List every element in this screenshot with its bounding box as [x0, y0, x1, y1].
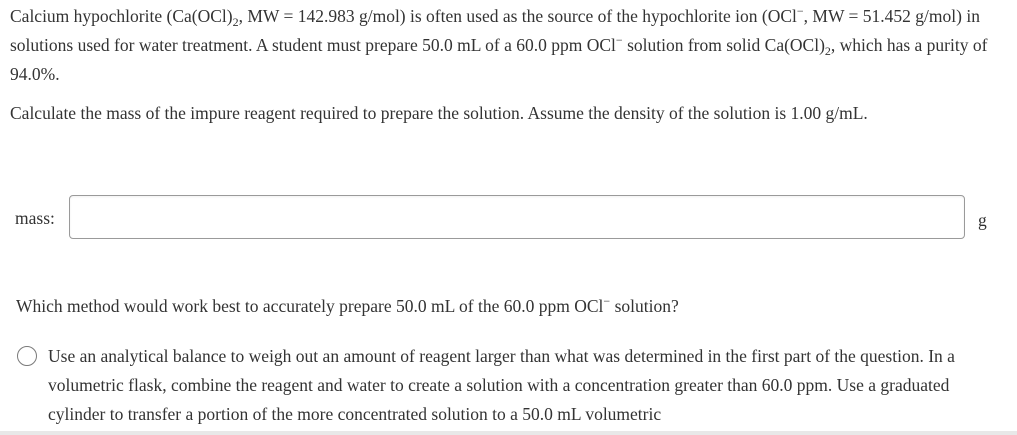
mass-input[interactable]	[69, 195, 965, 239]
bottom-divider	[0, 431, 1017, 435]
intro-text-5: , which has a purity of 94.0%.	[10, 35, 988, 84]
mass-unit: g	[978, 210, 987, 230]
intro-subscript-1: 2	[232, 15, 239, 29]
question-2-pre: Which method would work best to accurately prepare 50.0 mL of the 60.0 ppm OCl	[16, 296, 604, 316]
question-2-text	[16, 292, 679, 321]
intro-text-4: solution from solid Ca(OCl)	[622, 35, 825, 55]
intro-superscript-2: −	[615, 33, 623, 47]
intro-subscript-2: 2	[824, 44, 831, 58]
intro-text-2: , MW = 142.983 g/mol) is often used as the source of the hypochlorite ion (OCl	[238, 6, 797, 26]
question-2-post: solution?	[610, 296, 679, 316]
question-2-superscript: −	[603, 294, 611, 308]
mass-label: mass:	[15, 208, 55, 228]
question-1-text: Calculate the mass of the impure reagent required to prepare the solution. Assume the density of the solution is 1.00 g/mL.	[10, 103, 868, 123]
intro-superscript-1: −	[796, 4, 804, 18]
problem-intro	[10, 2, 1005, 89]
intro-text-3: , MW = 51.452 g/mol) in solutions used for water treatment. A student must prepare 50.0 mL of a 60.0 ppm OCl	[10, 6, 980, 55]
intro-text-1: Calcium hypochlorite (Ca(OCl)	[10, 6, 233, 26]
option-1-radio[interactable]	[17, 346, 37, 366]
option-1-text[interactable]: Use an analytical balance to weigh out an amount of reagent larger than what was determined in the first part of the question. In a volumetric flask, combine the reagent and water to create a solution with a concentration greater than 60.0 ppm. Use a graduated cylinder to transfer a portion of the more concentrated solution to a 50.0 mL volumetric	[48, 346, 955, 424]
